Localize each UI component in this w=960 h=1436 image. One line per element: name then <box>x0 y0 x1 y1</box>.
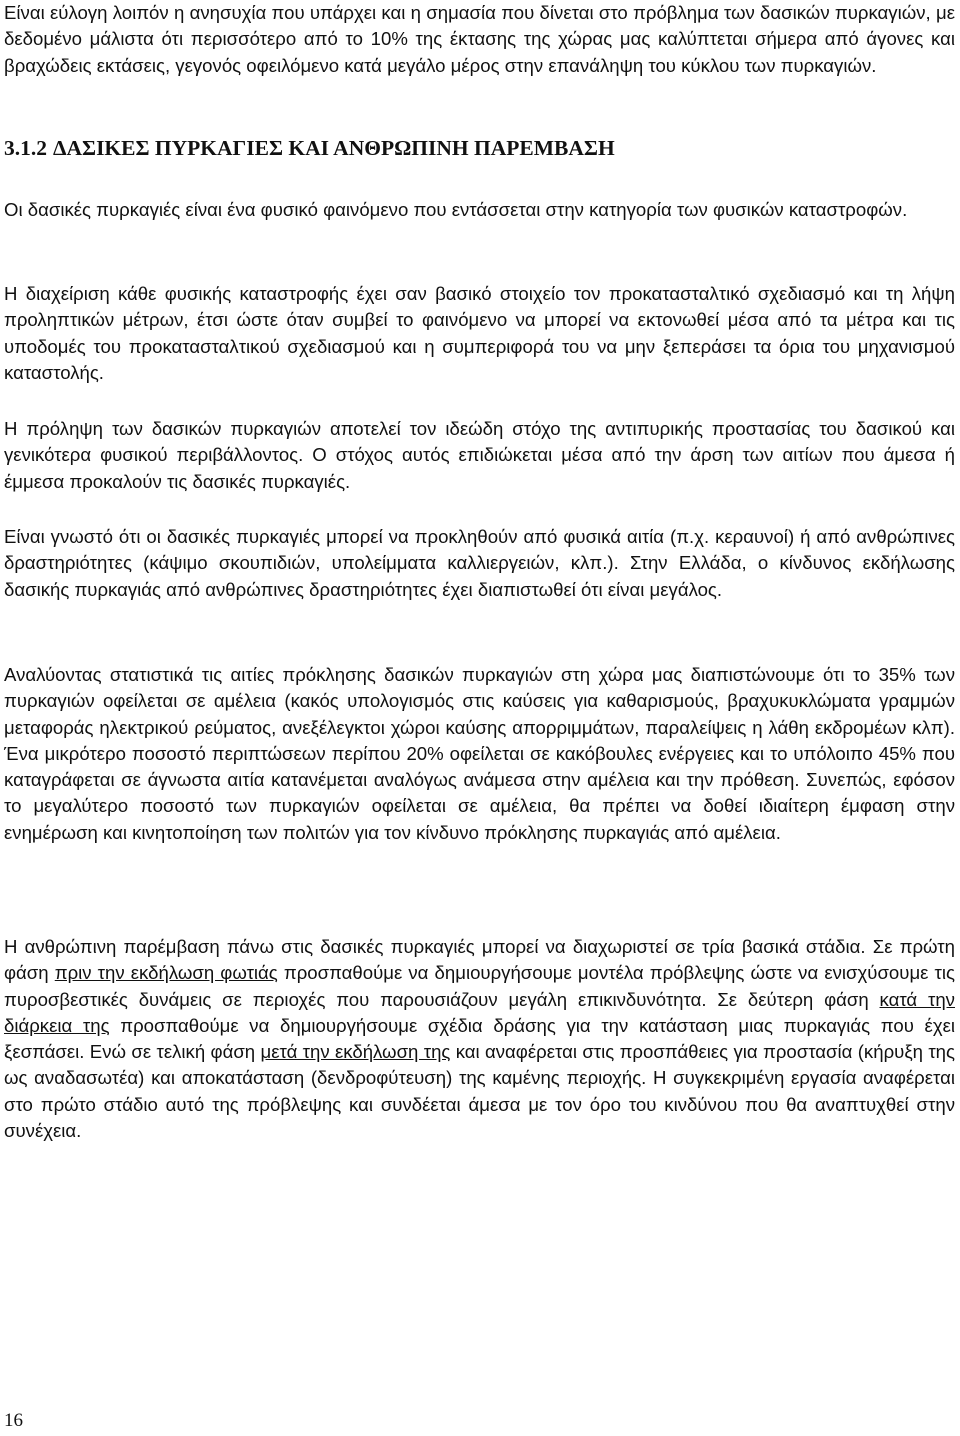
section-heading <box>4 134 955 162</box>
paragraph-definition: Οι δασικές πυρκαγιές είναι ένα φυσικό φαινόμενο που εντάσσεται στην κατηγορία των φυσικών καταστροφών. <box>4 199 908 220</box>
intro-paragraph: Είναι εύλογη λοιπόν η ανησυχία που υπάρχει και η σημασία που δίνεται στο πρόβλημα των δασικών πυρκαγιών, με δεδομένο μάλιστα ότι περισσότερο από το 10% της έκτασης της χώρας μας καλύπτεται σήμερα από άγονες και βραχώδεις εκτάσεις, γεγονός οφειλόμενο κατά μεγάλο μέρος στην επανάληψη του κύκλου των πυρκαγιών. <box>4 2 955 76</box>
stages-text-4: και αναφέρεται στις προσπάθειες για προστασία (κήρυξη της ως αναδασωτέα) και αποκατάσταση (δενδροφύτευση) της καμένης περιοχής. Η συγκεκριμένη εργασία αναφέρεται στο πρώτο στάδιο αυτό της πρόβλεψης και συνδέεται άμεσα με τον όρο του κινδύνου που θα αναπτυχθεί στην συνέχεια. <box>4 1041 955 1142</box>
stages-text-1: Η ανθρώπινη παρέμβαση πάνω στις δασικές πυρκαγιές μπορεί να διαχωριστεί σε τρία βασικά στάδια. Σε πρώτη φάση <box>4 936 955 984</box>
document-page <box>4 0 955 1436</box>
paragraph-statistics: Αναλύοντας στατιστικά τις αιτίες πρόκλησης δασικών πυρκαγιών στη χώρα μας διαπιστώνουμε ότι το 35% των πυρκαγιών οφείλεται σε αμέλεια (κακός υπολογισμός στις καύσεις για καθαρισμούς, βραχυκυκλώματα γραμμών μεταφοράς ηλεκτρικού ρεύματος, ανεξέλεγκτοι χώροι καύσης απορριμμάτων, παραλείψεις η λάθη εκδρομέων κλπ). Ένα μικρότερο ποσοστό περιπτώσεων περίπου 20% οφείλεται σε κακόβουλες ενέργειες και το υπόλοιπο 45% που καταγράφεται σε άγνωστα αιτία κατανέμεται αναλόγως ανάμεσα στην αμέλεια και την πρόθεση. Συνεπώς, εφόσον το μεγαλύτερο ποσοστό των πυρκαγιών οφείλεται σε αμέλεια, θα πρέπει να δοθεί ιδιαίτερη έμφαση στην ενημέρωση και κινητοποίηση των πολιτών για τον κίνδυνο πρόκλησης πυρκαγιάς από αμέλεια. <box>4 664 955 843</box>
section-number: 3.1.2 <box>4 136 47 160</box>
section-title: ΔΑΣΙΚΕΣ ΠΥΡΚΑΓΙΕΣ ΚΑΙ ΑΝΘΡΩΠΙΝΗ ΠΑΡΕΜΒΑΣΗ <box>53 136 615 160</box>
stage-after-fire: μετά την εκδήλωση της <box>260 1041 451 1063</box>
page-number: 16 <box>4 1410 23 1431</box>
paragraph-causes: Είναι γνωστό ότι οι δασικές πυρκαγιές μπορεί να προκληθούν από φυσικά αιτία (π.χ. κεραυνοί) ή από ανθρώπινες δραστηριότητες (κάψιμο σκουπιδιών, υπολείμματα καλλιεργειών, κλπ.). Στην Ελλάδα, ο κίνδυνος εκδήλωσης δασικής πυρκαγιάς από ανθρώπινες δραστηριότητες έχει διαπιστωθεί ότι είναι μεγάλος. <box>4 526 955 600</box>
stage-before-fire: πριν την εκδήλωση φωτιάς <box>54 962 278 984</box>
paragraph-prevention: Η πρόληψη των δασικών πυρκαγιών αποτελεί τον ιδεώδη στόχο της αντιπυρικής προστασίας του δασικού και γενικότερα φυσικού περιβάλλοντος. Ο στόχος αυτός επιδιώκεται μέσα από την άρση των αιτίων που άμεσα ή έμμεσα προκαλούν τις δασικές πυρκαγιές. <box>4 418 955 492</box>
stage-during-fire: κατά την διάρκεια της <box>4 988 955 1036</box>
paragraph-management: Η διαχείριση κάθε φυσικής καταστροφής έχει σαν βασικό στοιχείο τον προκατασταλτικό σχεδιασμό και τη λήψη προληπτικών μέτρων, έτσι ώστε όταν συμβεί το φαινόμενο να μπορεί να εκτονωθεί μέσα από τα μέτρα και τις υποδομές του προκατασταλτικού σχεδιασμού και η συμπεριφορά του να μην ξεπεράσει τα όρια του μηχανισμού καταστολής. <box>4 283 955 383</box>
stages-text-3: προσπαθούμε να δημιουργήσουμε σχέδια δράσης για την κατάσταση μιας πυρκαγιάς που έχει ξεσπάσει. Ενώ σε τελική φάση <box>4 1014 955 1063</box>
stages-text-2: προσπαθούμε να δημιουργήσουμε μοντέλα πρόβλεψης ώστε να ενισχύσουμε τις πυροσβεστικές δυνάμεις σε περιοχές που παρουσιάζουν μεγάλη επικινδυνότητα. Σε δεύτερη φάση <box>4 962 955 1010</box>
paragraph-intervention-stages <box>4 934 955 1144</box>
